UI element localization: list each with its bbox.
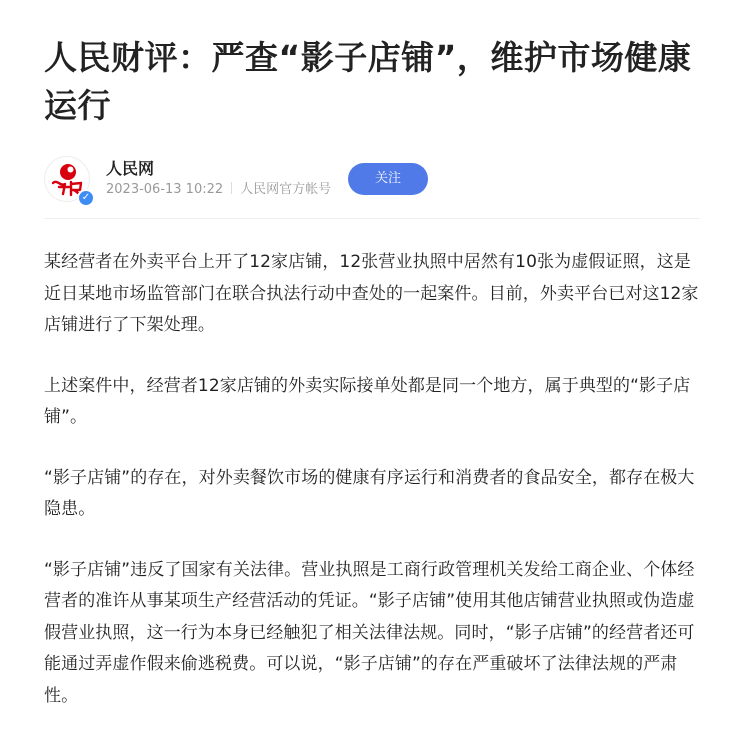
header-divider: [44, 218, 700, 219]
post-timestamp: 2023-06-13 10:22: [106, 182, 224, 197]
author-info: [44, 156, 700, 204]
post-meta: [106, 180, 331, 200]
article-paragraph: 上述案件中，经营者12家店铺的外卖实际接单处都是同一个地方，属于典型的“影子店铺”。: [44, 375, 691, 427]
article-body: [44, 247, 704, 741]
article-paragraph: “影子店铺”的存在，对外卖餐饮市场的健康有序运行和消费者的食品安全，都存在极大隐患。: [44, 467, 695, 519]
verified-badge-icon: ✓: [77, 189, 95, 207]
author-description: 人民网官方帐号: [240, 182, 332, 197]
meta-separator: [231, 182, 232, 194]
article-paragraph: 某经营者在外卖平台上开了12家店铺，12张营业执照中居然有10张为虚假证照，这是近日某地市场监管部门在联合执法行动中查处的一起案件。目前，外卖平台已对这12家店铺进行了下架处理。: [44, 252, 699, 335]
article-title: 人民财评：严查“影子店铺”，维护市场健康运行: [44, 38, 692, 125]
follow-button[interactable]: 关注: [348, 163, 428, 195]
article-paragraph: “影子店铺”违反了国家有关法律。营业执照是工商行政管理机关发给工商企业、个体经营者的准许从事某项生产经营活动的凭证。“影子店铺”使用其他店铺营业执照或伪造虚假营业执照，这一行为本身已经触犯了相关法律法规。同时，“影子店铺”的经营者还可能通过弄虚作假来偷逃税费。可以说，“影子店铺”的存在严重破坏了法律法规的严肃性。: [44, 559, 695, 706]
author-name[interactable]: 人民网: [106, 159, 155, 178]
avatar[interactable]: [44, 156, 90, 202]
